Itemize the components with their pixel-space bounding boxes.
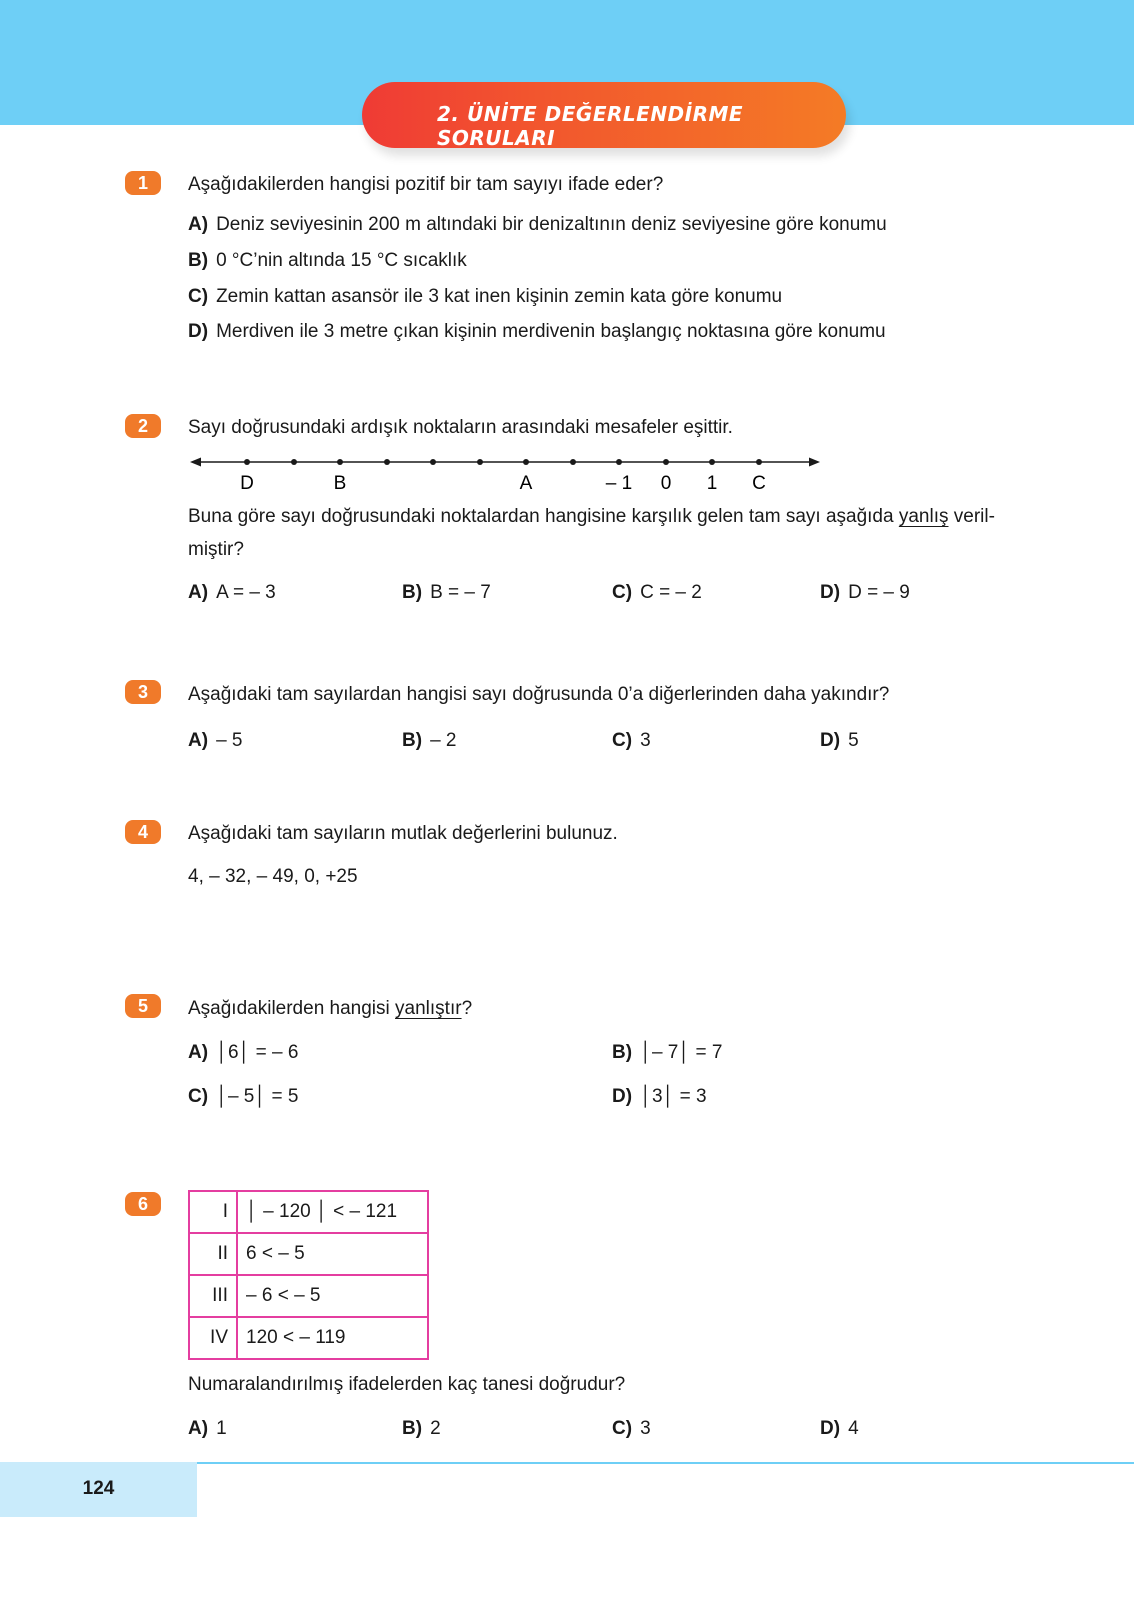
number-line-point bbox=[337, 459, 343, 465]
question-text: veril- bbox=[948, 506, 995, 527]
option-text: – 5 bbox=[216, 730, 243, 751]
underlined-word: yanlıştır bbox=[395, 998, 462, 1019]
option-label: A) bbox=[188, 214, 209, 235]
option-d[interactable] bbox=[820, 582, 910, 604]
option-b[interactable] bbox=[402, 1418, 441, 1440]
footer-divider bbox=[197, 1462, 1134, 1464]
option-text: D = – 9 bbox=[848, 582, 910, 603]
number-line-point bbox=[430, 459, 436, 465]
point-label-b: B bbox=[333, 473, 347, 494]
option-label: C) bbox=[188, 1086, 209, 1107]
table-row bbox=[189, 1275, 428, 1317]
option-d[interactable] bbox=[612, 1086, 707, 1108]
question-body-line: miştir? bbox=[188, 539, 244, 560]
option-label: A) bbox=[188, 730, 209, 751]
question-number-badge: 3 bbox=[125, 680, 161, 704]
option-text: 1 bbox=[216, 1418, 227, 1439]
option-b[interactable] bbox=[402, 582, 491, 604]
question-text-part: Aşağıdakilerden hangisi bbox=[188, 998, 396, 1019]
option-b[interactable] bbox=[402, 730, 456, 752]
option-label: C) bbox=[612, 730, 633, 751]
option-text: – 2 bbox=[430, 730, 457, 751]
page-number: 124 bbox=[82, 1478, 115, 1499]
question-number-badge: 5 bbox=[125, 994, 161, 1018]
option-text: Deniz seviyesinin 200 m altındaki bir denizaltının deniz seviyesine göre konumu bbox=[216, 214, 887, 235]
point-label-zero: 0 bbox=[660, 473, 672, 494]
option-label: A) bbox=[188, 1418, 209, 1439]
option-a[interactable] bbox=[188, 582, 276, 604]
left-arrow-icon bbox=[190, 458, 201, 467]
number-line-point bbox=[616, 459, 622, 465]
roman-numeral: III bbox=[189, 1275, 237, 1317]
number-line-point bbox=[291, 459, 297, 465]
option-label: D) bbox=[820, 582, 841, 603]
table-row bbox=[189, 1233, 428, 1275]
option-text: │– 7│ = 7 bbox=[640, 1042, 723, 1063]
option-b[interactable] bbox=[188, 250, 467, 272]
statement-expression: 120 < – 119 bbox=[237, 1317, 428, 1359]
statements-table bbox=[188, 1190, 429, 1360]
roman-numeral: I bbox=[189, 1191, 237, 1233]
question-values: 4, – 32, – 49, 0, +25 bbox=[188, 866, 358, 887]
option-label: D) bbox=[820, 730, 841, 751]
table-row bbox=[189, 1317, 428, 1359]
number-line-point bbox=[477, 459, 483, 465]
option-c[interactable] bbox=[612, 582, 702, 604]
point-label-c: C bbox=[752, 473, 766, 494]
option-text: 3 bbox=[640, 730, 651, 751]
number-line-point bbox=[756, 459, 762, 465]
right-arrow-icon bbox=[809, 458, 820, 467]
question-text: Numaralandırılmış ifadelerden kaç tanesi doğrudur? bbox=[188, 1374, 626, 1395]
option-label: B) bbox=[402, 730, 423, 751]
option-d[interactable] bbox=[188, 321, 886, 343]
option-label: A) bbox=[188, 582, 209, 603]
statement-expression: │ – 120 │ < – 121 bbox=[237, 1191, 428, 1233]
point-label-d: D bbox=[240, 473, 254, 494]
option-text: 5 bbox=[848, 730, 859, 751]
option-text: │3│ = 3 bbox=[640, 1086, 707, 1107]
option-text: │6│ = – 6 bbox=[216, 1042, 299, 1063]
number-line-point bbox=[709, 459, 715, 465]
option-label: D) bbox=[820, 1418, 841, 1439]
statement-expression: – 6 < – 5 bbox=[237, 1275, 428, 1317]
question-text-part: ? bbox=[461, 998, 473, 1019]
question-text: Aşağıdakilerden hangisi pozitif bir tam sayıyı ifade eder? bbox=[188, 174, 664, 195]
option-text: Zemin kattan asansör ile 3 kat inen kişinin zemin kata göre konumu bbox=[216, 286, 783, 307]
option-a[interactable] bbox=[188, 214, 887, 236]
underlined-word: yanlış bbox=[898, 506, 949, 527]
option-text: 3 bbox=[640, 1418, 651, 1439]
number-line-point bbox=[523, 459, 529, 465]
option-c[interactable] bbox=[188, 1086, 298, 1108]
number-line-point bbox=[244, 459, 250, 465]
roman-numeral: IV bbox=[189, 1317, 237, 1359]
question-text bbox=[188, 998, 472, 1020]
option-text: A = – 3 bbox=[216, 582, 276, 603]
option-a[interactable] bbox=[188, 1418, 227, 1440]
option-text: C = – 2 bbox=[640, 582, 702, 603]
option-label: B) bbox=[188, 250, 209, 271]
option-label: A) bbox=[188, 1042, 209, 1063]
option-label: C) bbox=[612, 582, 633, 603]
option-text: │– 5│ = 5 bbox=[216, 1086, 299, 1107]
option-label: B) bbox=[402, 1418, 423, 1439]
option-c[interactable] bbox=[612, 1418, 651, 1440]
option-text: 0 °C’nin altında 15 °C sıcaklık bbox=[216, 250, 467, 271]
point-label-a: A bbox=[519, 473, 533, 494]
question-text: Buna göre sayı doğrusundaki noktalardan hangisine karşılık gelen tam sayı aşağıda bbox=[188, 506, 899, 527]
question-number-badge: 4 bbox=[125, 820, 161, 844]
option-d[interactable] bbox=[820, 1418, 859, 1440]
question-body-line bbox=[188, 506, 995, 528]
unit-title: 2. ÜNİTE DEĞERLENDİRME SORULARI bbox=[437, 102, 744, 150]
question-text: Aşağıdaki tam sayıların mutlak değerlerini bulunuz. bbox=[188, 823, 618, 844]
question-number-badge: 2 bbox=[125, 414, 161, 438]
roman-numeral: II bbox=[189, 1233, 237, 1275]
option-text: Merdiven ile 3 metre çıkan kişinin merdivenin başlangıç noktasına göre konumu bbox=[216, 321, 886, 342]
question-text: Sayı doğrusundaki ardışık noktaların arasındaki mesafeler eşittir. bbox=[188, 417, 733, 438]
option-a[interactable] bbox=[188, 1042, 298, 1064]
number-line-point bbox=[570, 459, 576, 465]
option-text: 4 bbox=[848, 1418, 859, 1439]
question-number-badge: 6 bbox=[125, 1192, 161, 1216]
number-line bbox=[190, 452, 820, 502]
option-label: B) bbox=[402, 582, 423, 603]
option-c[interactable] bbox=[612, 730, 651, 752]
option-label: C) bbox=[188, 286, 209, 307]
option-text: B = – 7 bbox=[430, 582, 491, 603]
option-c[interactable] bbox=[188, 286, 782, 308]
option-label: D) bbox=[612, 1086, 633, 1107]
option-label: C) bbox=[612, 1418, 633, 1439]
point-label-minus-one: – 1 bbox=[605, 473, 633, 494]
point-label-one: 1 bbox=[706, 473, 718, 494]
number-line-point bbox=[384, 459, 390, 465]
option-label: D) bbox=[188, 321, 209, 342]
question-number-badge: 1 bbox=[125, 171, 161, 195]
option-a[interactable] bbox=[188, 730, 242, 752]
option-text: 2 bbox=[430, 1418, 441, 1439]
option-b[interactable] bbox=[612, 1042, 722, 1064]
question-text: Aşağıdaki tam sayılardan hangisi sayı doğrusunda 0’a diğerlerinden daha yakındır? bbox=[188, 684, 890, 705]
option-label: B) bbox=[612, 1042, 633, 1063]
table-row bbox=[189, 1191, 428, 1233]
statement-expression: 6 < – 5 bbox=[237, 1233, 428, 1275]
number-line-point bbox=[663, 459, 669, 465]
option-d[interactable] bbox=[820, 730, 859, 752]
